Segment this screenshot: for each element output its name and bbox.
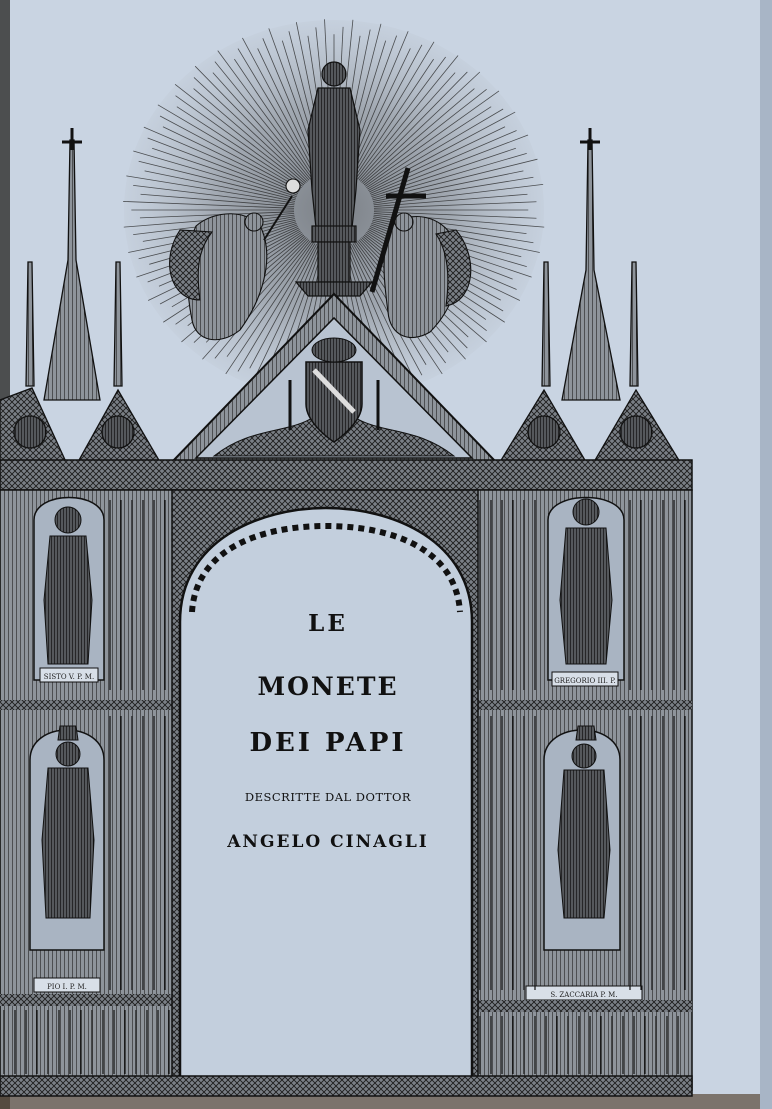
label-lower-right: S. ZACCARIA P. M. bbox=[550, 991, 618, 999]
title-line-monete: MONETE bbox=[257, 672, 399, 701]
label-upper-left: SISTO V. P. M. bbox=[43, 673, 95, 681]
author-name: ANGELO CINAGLI bbox=[227, 832, 429, 852]
label-upper-right: GREGORIO III. P. bbox=[554, 677, 616, 685]
label-lower-left: PIO I. P. M. bbox=[47, 983, 87, 991]
right-tower bbox=[476, 490, 692, 1090]
title-line-dei-papi: DEI PAPI bbox=[249, 728, 407, 758]
title-line-le: LE bbox=[308, 610, 348, 637]
cornice bbox=[0, 460, 692, 490]
left-tower bbox=[0, 490, 176, 1090]
central-arch bbox=[172, 490, 478, 1080]
base-moulding bbox=[0, 1076, 692, 1096]
subtitle-descritte: DESCRITTE DAL DOTTOR bbox=[244, 790, 412, 804]
